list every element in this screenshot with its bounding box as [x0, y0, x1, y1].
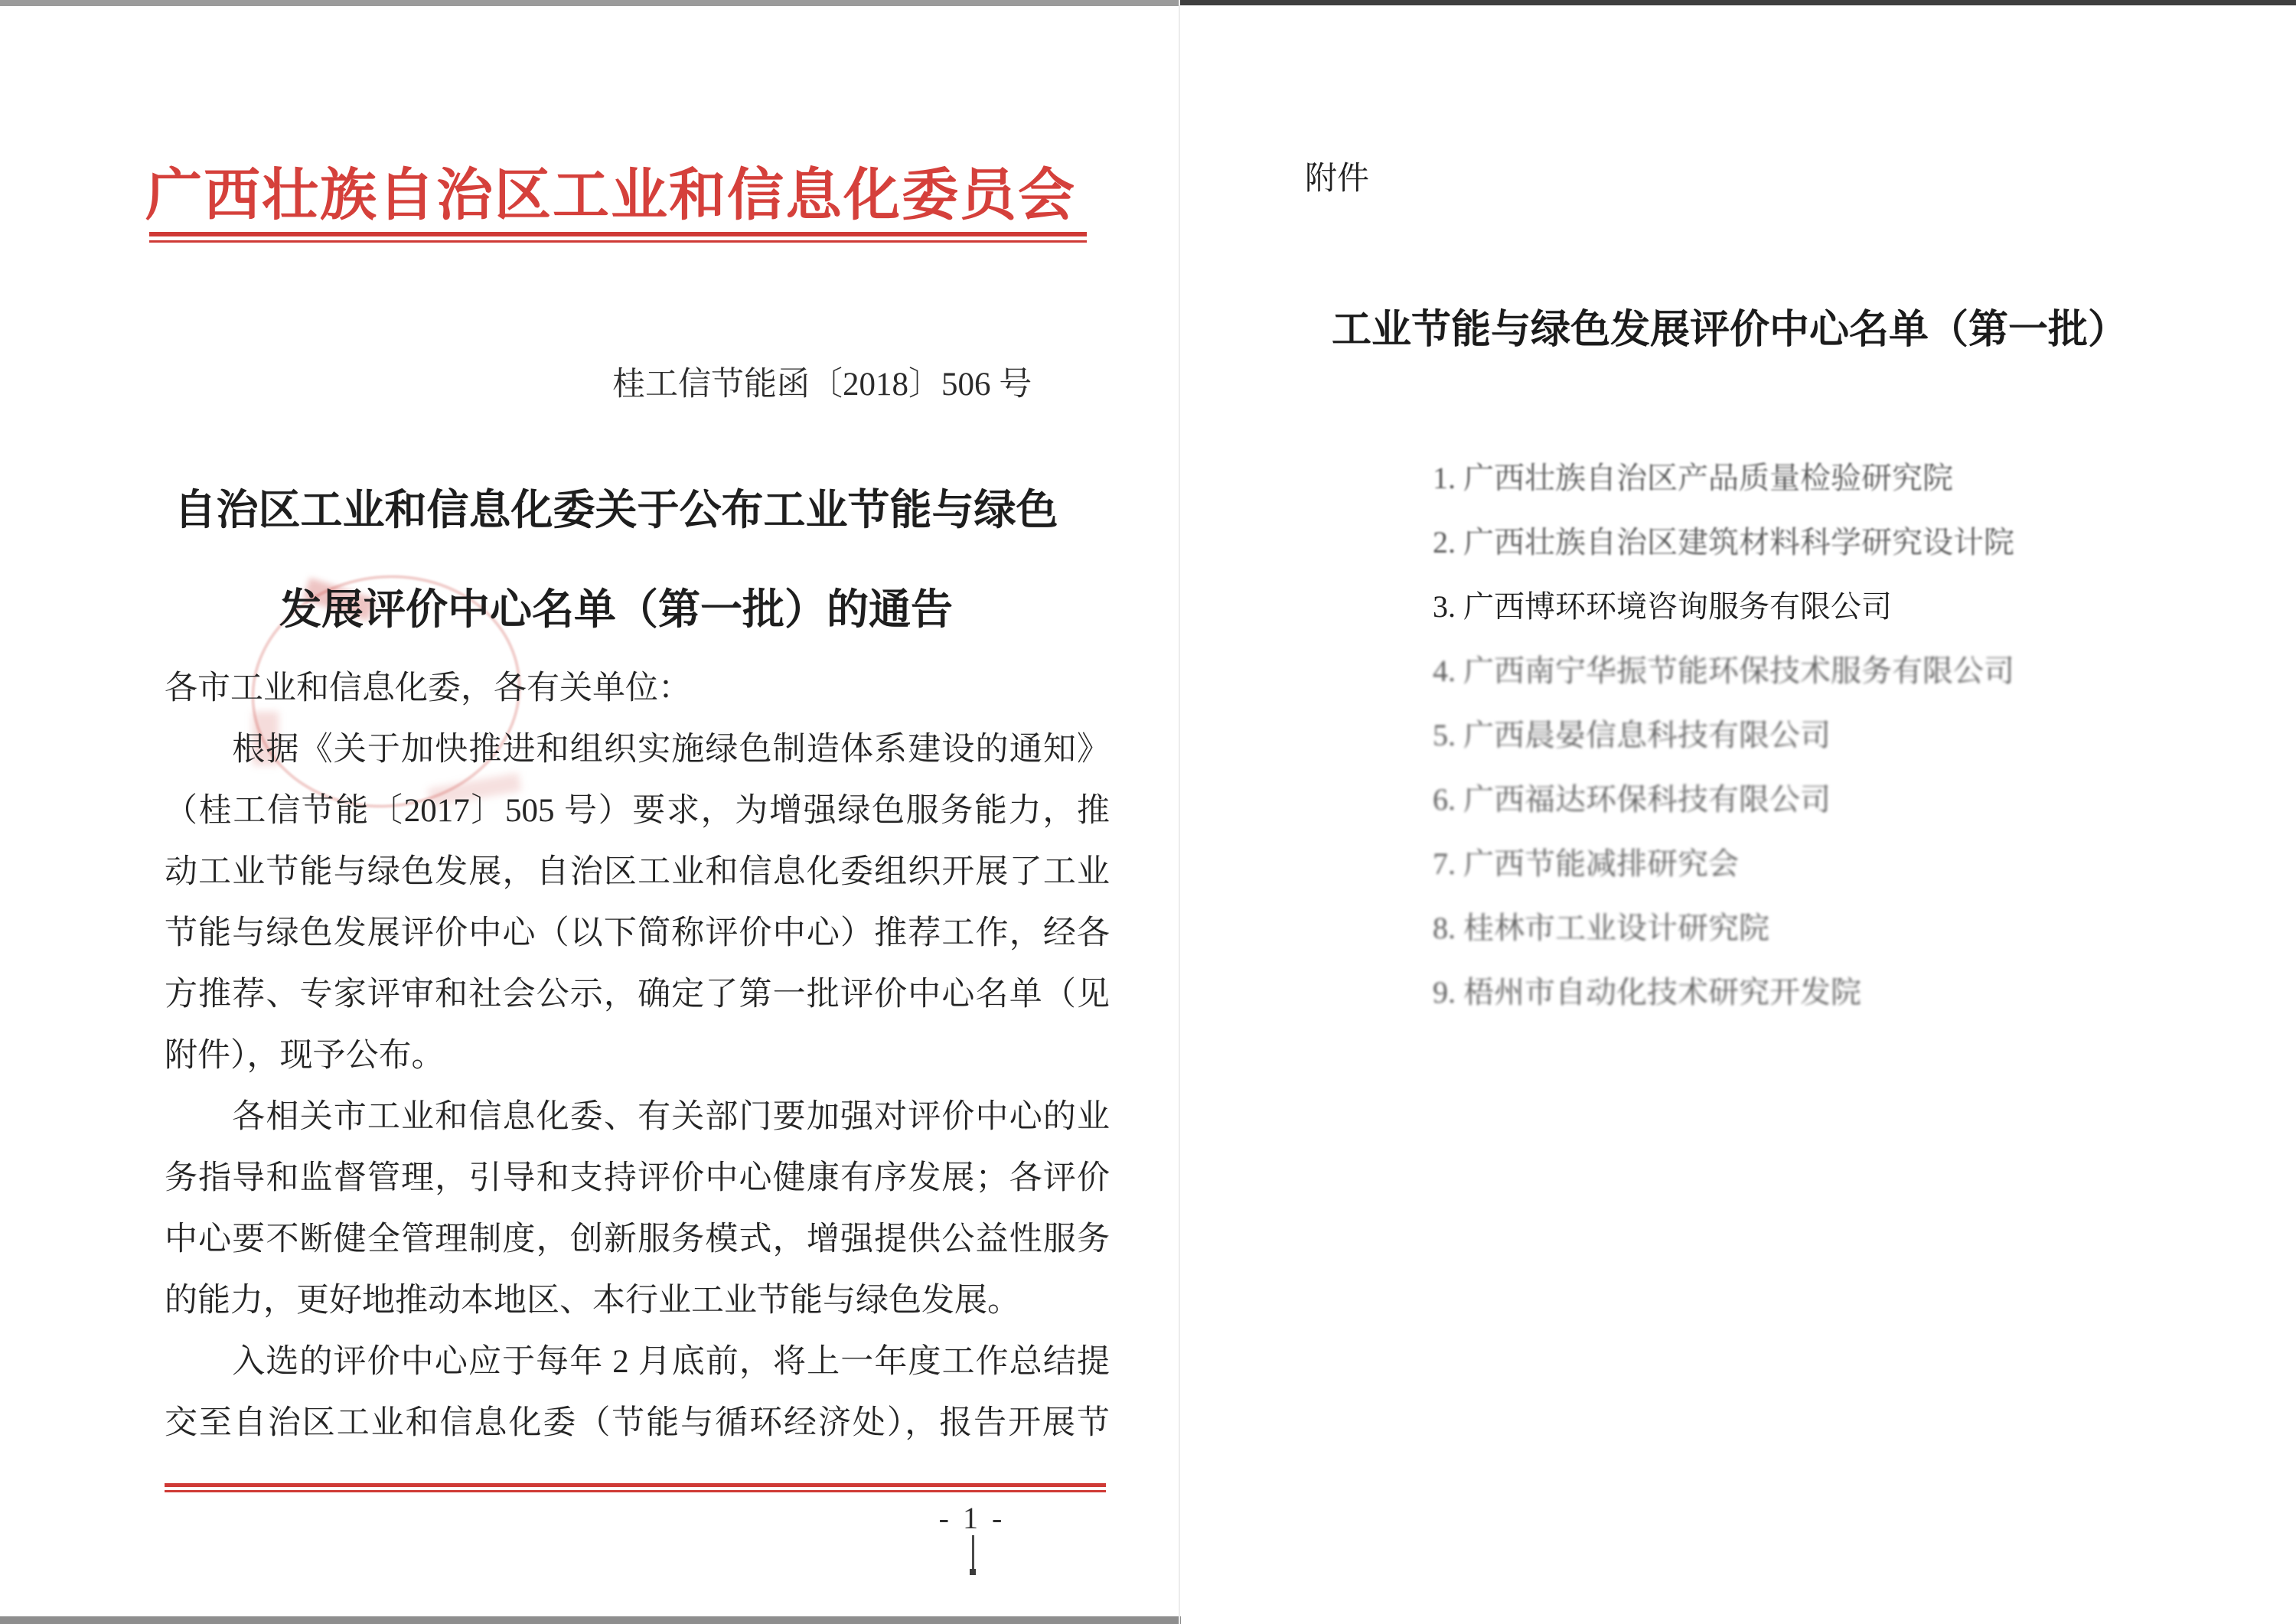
body-line: 各市工业和信息化委，各有关单位：	[165, 670, 691, 706]
body-line: 节能与绿色发展评价中心（以下简称评价中心）推荐工作，经各	[165, 915, 1110, 951]
agency-letterhead: 广西壮族自治区工业和信息化委员会	[145, 165, 1076, 227]
scan-edge-bottom-left	[0, 1616, 1181, 1624]
list-item: 5. 广西晨晏信息科技有限公司	[1433, 718, 1831, 752]
body-line: 动工业节能与绿色发展，自治区工业和信息化委组织开展了工业	[165, 854, 1110, 890]
body-line: 交至自治区工业和信息化委（节能与循环经济处），报告开展节	[165, 1405, 1110, 1441]
scan-artifact-line	[972, 1535, 974, 1570]
letterhead-double-rule	[149, 232, 1087, 243]
list-item: 2. 广西壮族自治区建筑材料科学研究设计院	[1433, 525, 2014, 559]
body-line: 方推荐、专家评审和社会公示，确定了第一批评价中心名单（见	[165, 977, 1110, 1013]
list-item: 7. 广西节能减排研究会	[1433, 846, 1739, 881]
body-line: 各相关市工业和信息化委、有关部门要加强对评价中心的业	[165, 1099, 1110, 1135]
document-reference-number: 桂工信节能函〔2018〕506 号	[612, 367, 1032, 403]
attachment-title: 工业节能与绿色发展评价中心名单（第一批）	[1331, 308, 2128, 352]
body-line: 入选的评价中心应于每年 2 月底前，将上一年度工作总结提	[165, 1344, 1110, 1380]
list-item: 4. 广西南宁华振节能环保技术服务有限公司	[1433, 654, 2014, 688]
list-item: 3. 广西博环环境咨询服务有限公司	[1433, 589, 1892, 624]
list-item: 9. 梧州市自动化技术研究开发院	[1433, 975, 1861, 1009]
body-line: 中心要不断健全管理制度，创新服务模式，增强提供公益性服务	[165, 1221, 1110, 1257]
list-item: 8. 桂林市工业设计研究院	[1433, 911, 1769, 945]
body-line: 务指导和监督管理，引导和支持评价中心健康有序发展；各评价	[165, 1160, 1110, 1196]
footer-double-rule	[165, 1483, 1106, 1492]
scan-edge-top-right	[1180, 0, 2296, 5]
body-line: 附件），现予公布。	[165, 1038, 445, 1074]
page-divider-line	[1179, 0, 1180, 1624]
document-title-line-2: 发展评价中心名单（第一批）的通告	[279, 586, 953, 633]
scan-edge-top-left	[0, 0, 1180, 6]
list-item: 1. 广西壮族自治区产品质量检验研究院	[1433, 461, 1953, 495]
body-line: （桂工信节能〔2017〕505 号）要求，为增强绿色服务能力，推	[165, 793, 1110, 829]
evaluation-center-list	[1433, 446, 2122, 1025]
body-line: 根据《关于加快推进和组织实施绿色制造体系建设的通知》	[165, 732, 1110, 768]
document-title-line-1: 自治区工业和信息化委关于公布工业节能与绿色	[174, 487, 1058, 533]
attachment-label: 附件	[1305, 161, 1370, 197]
document-body	[165, 658, 1110, 1454]
list-item: 6. 广西福达环保科技有限公司	[1433, 782, 1831, 817]
page-number: - 1 -	[938, 1501, 1006, 1535]
scan-artifact-dot	[970, 1569, 976, 1575]
body-line: 的能力，更好地推动本地区、本行业工业节能与绿色发展。	[165, 1283, 1020, 1319]
